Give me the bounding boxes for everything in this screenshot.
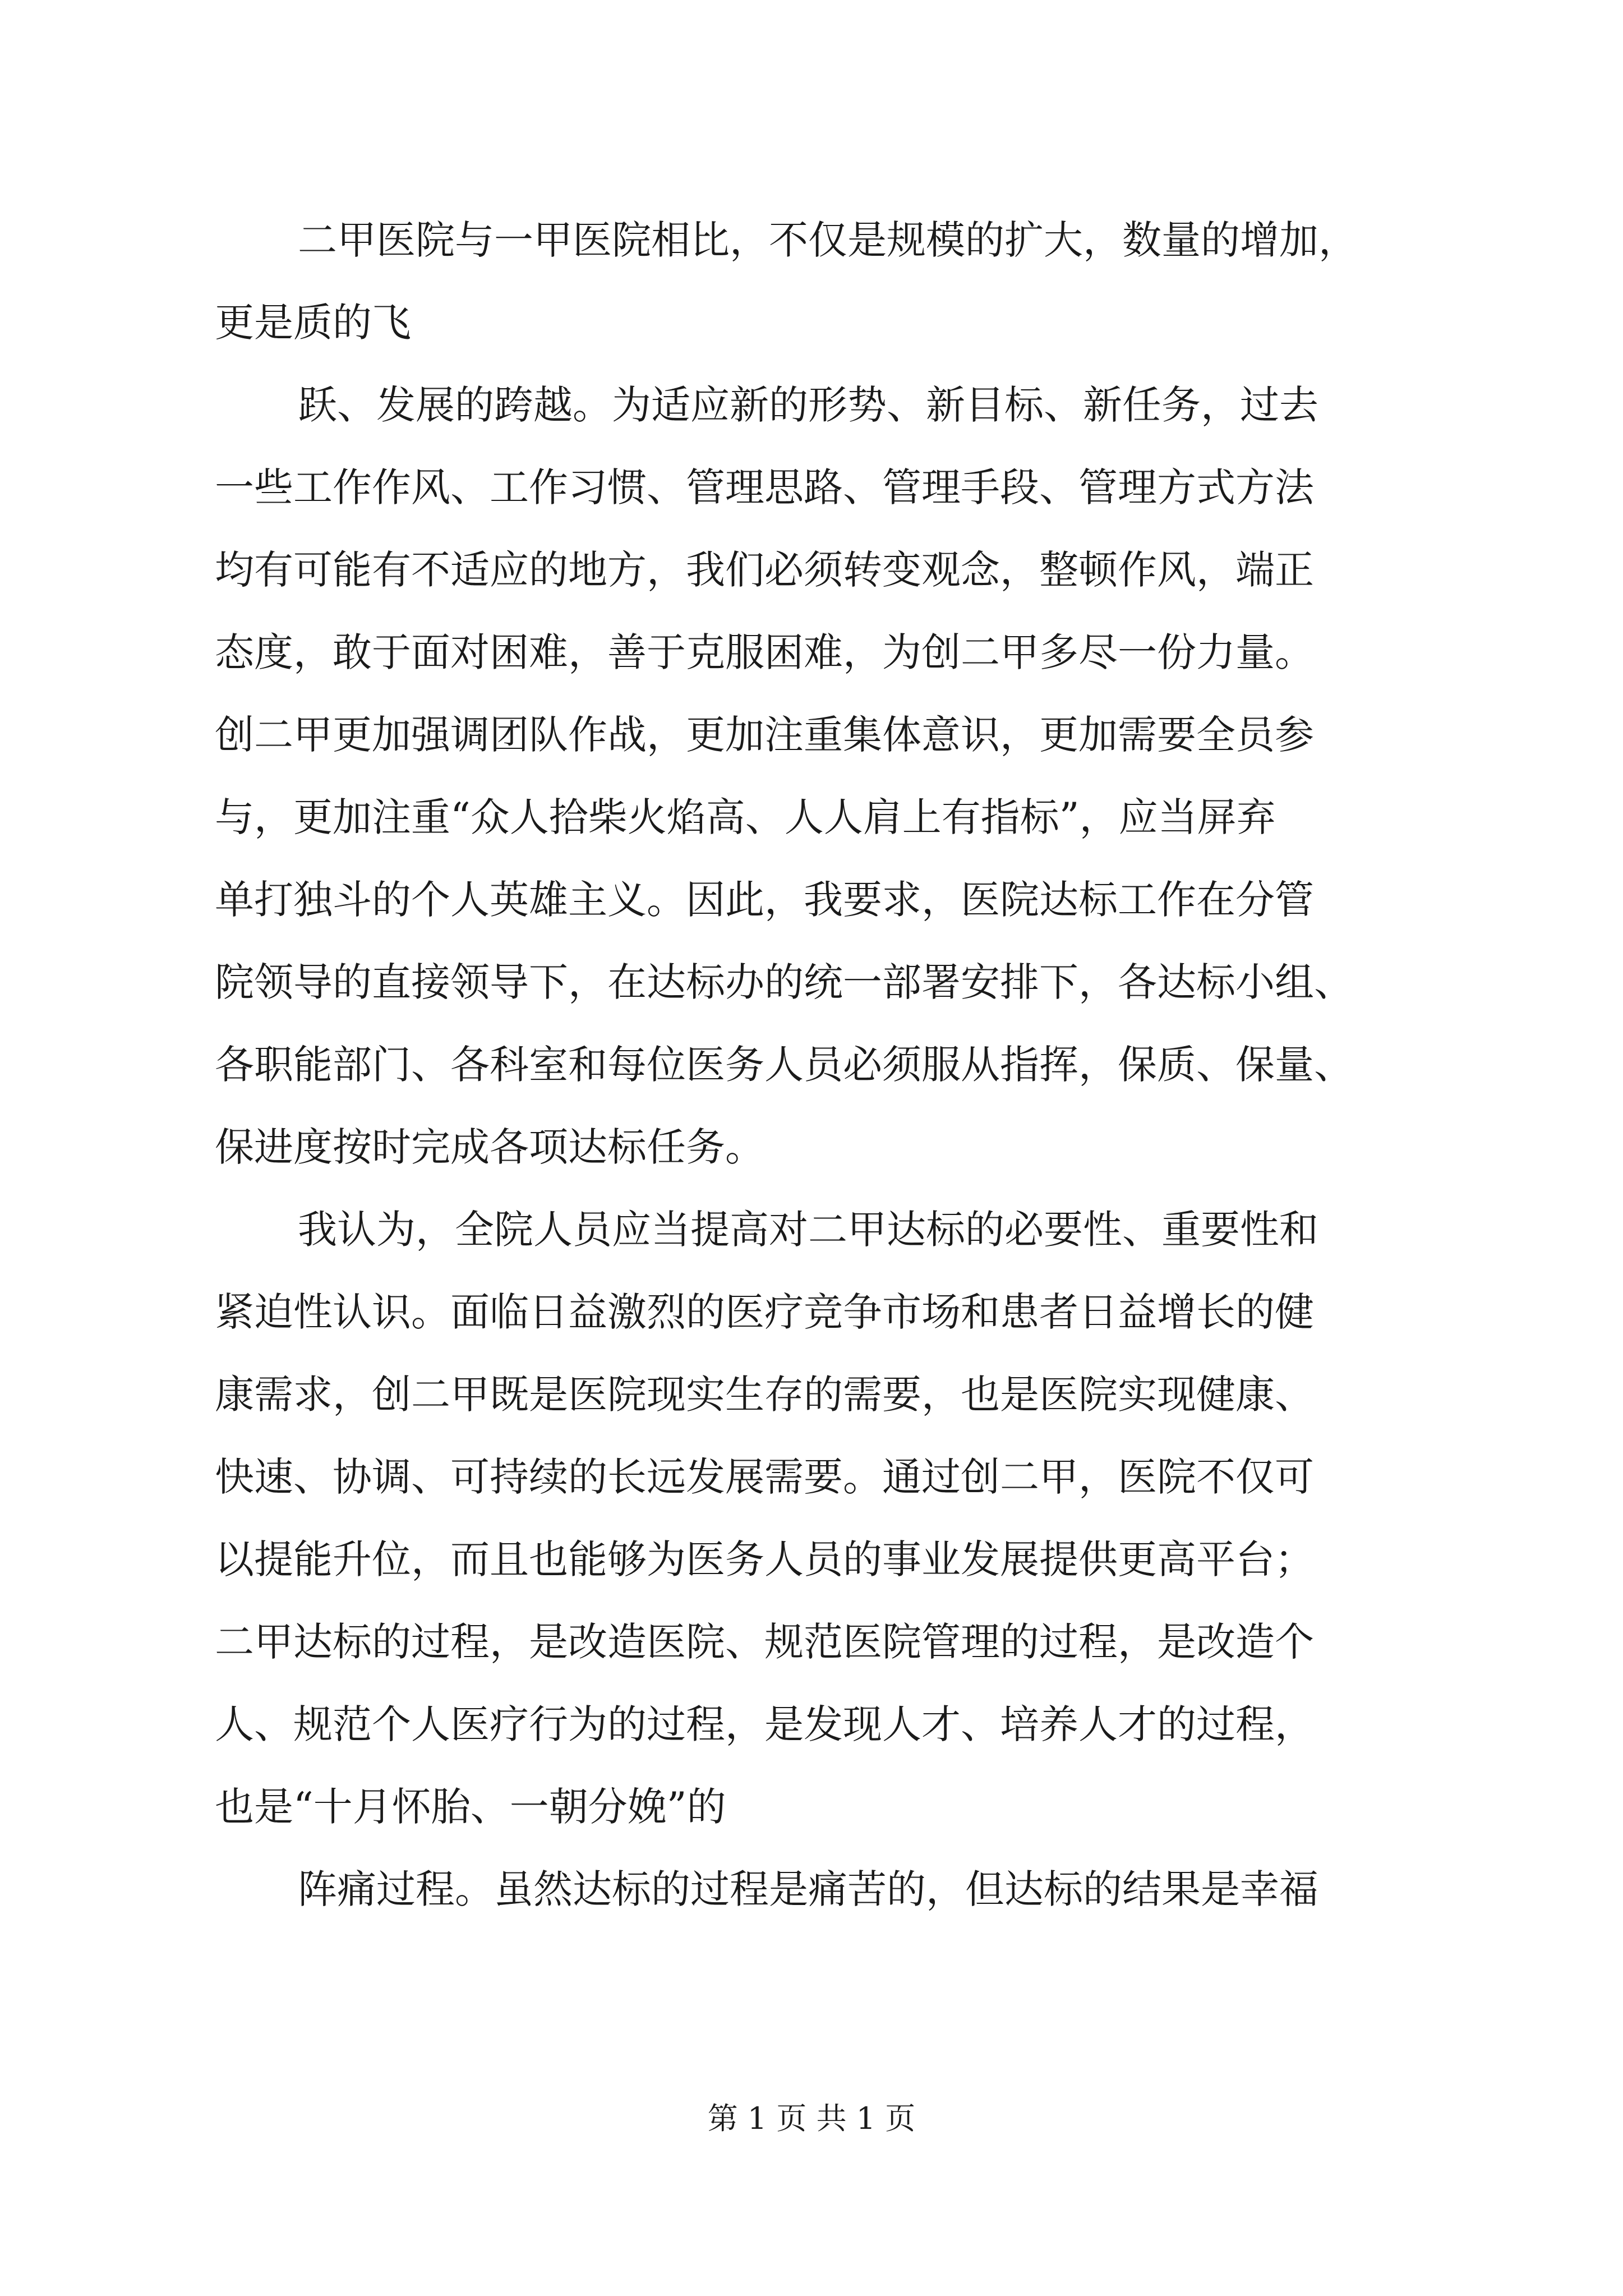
text-line-20: 也是“十月怀胎、一朝分娩”的	[215, 1784, 726, 1830]
text-line-10: 院领导的直接领导下，在达标办的统一部署安排下，各达标小组、	[215, 959, 1353, 1005]
text-line-3: 跃、发展的跨越。为适应新的形势、新目标、新任务，过去	[298, 382, 1318, 428]
page-footer: 第 1 页 共 1 页	[707, 2101, 916, 2136]
text-line-1: 二甲医院与一甲医院相比，不仅是规模的扩大，数量的增加，	[298, 217, 1358, 263]
text-line-8: 与，更加注重“众人拾柴火焰高、人人肩上有指标”，应当屏弃	[215, 794, 1276, 840]
text-line-13: 我认为，全院人员应当提高对二甲达标的必要性、重要性和	[298, 1207, 1318, 1253]
text-line-5: 均有可能有不适应的地方，我们必须转变观念，整顿作风，端正	[215, 547, 1314, 593]
text-line-16: 快速、协调、可持续的长远发展需要。通过创二甲，医院不仅可	[215, 1454, 1314, 1500]
text-line-9: 单打独斗的个人英雄主义。因此，我要求，医院达标工作在分管	[215, 877, 1314, 923]
text-line-12: 保进度按时完成各项达标任务。	[215, 1124, 764, 1170]
text-line-15: 康需求，创二甲既是医院现实生存的需要，也是医院实现健康、	[215, 1372, 1314, 1418]
text-line-19: 人、规范个人医疗行为的过程，是发现人才、培养人才的过程，	[215, 1701, 1314, 1747]
text-line-21: 阵痛过程。虽然达标的过程是痛苦的，但达标的结果是幸福	[298, 1866, 1318, 1912]
text-line-18: 二甲达标的过程，是改造医院、规范医院管理的过程，是改造个	[215, 1619, 1314, 1665]
text-line-6: 态度，敢于面对困难，善于克服困难，为创二甲多尽一份力量。	[215, 629, 1314, 675]
text-line-17: 以提能升位，而且也能够为医务人员的事业发展提供更高平台；	[215, 1536, 1314, 1582]
text-line-11: 各职能部门、各科室和每位医务人员必须服从指挥，保质、保量、	[215, 1042, 1353, 1088]
text-line-2: 更是质的飞	[215, 300, 411, 346]
text-line-4: 一些工作作风、工作习惯、管理思路、管理手段、管理方式方法	[215, 464, 1314, 510]
text-line-7: 创二甲更加强调团队作战，更加注重集体意识，更加需要全员参	[215, 712, 1314, 758]
text-line-14: 紧迫性认识。面临日益激烈的医疗竞争市场和患者日益增长的健	[215, 1289, 1314, 1335]
